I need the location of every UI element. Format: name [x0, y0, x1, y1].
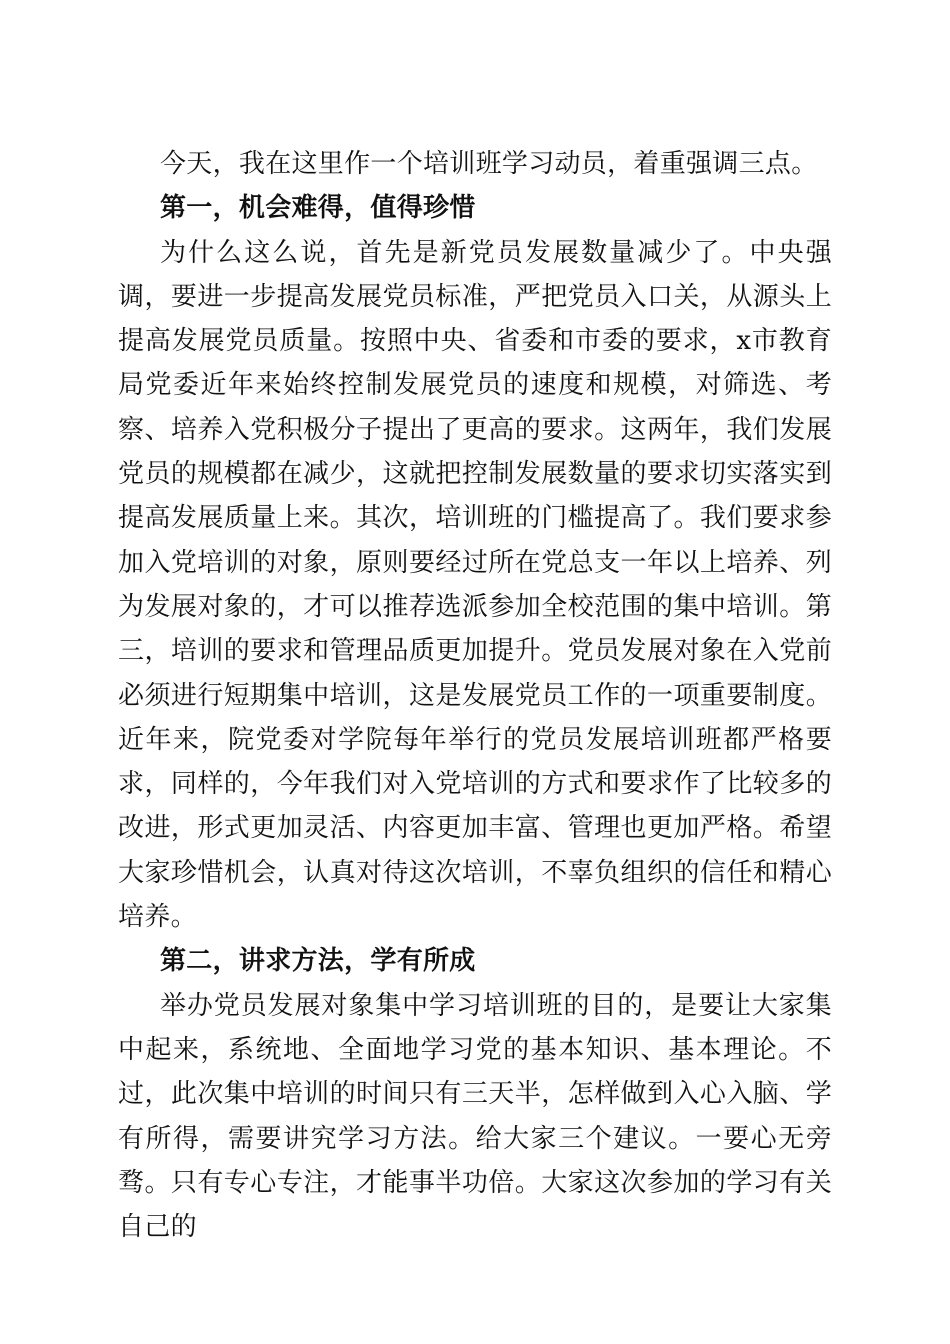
document-body	[118, 142, 832, 1249]
section-heading-1: 第一，机会难得，值得珍惜	[160, 193, 476, 224]
intro-paragraph: 今天，我在这里作一个培训班学习动员，着重强调三点。	[160, 149, 818, 179]
section-1-paragraph: 为什么这么说，首先是新党员发展数量减少了。中央强调，要进一步提高发展党员标准，严把党员入口关，从源头上提高发展党员质量。按照中央、省委和市委的要求，x市教育局党委近年来始终控制发展党员的速度和规模，对筛选、考察、培养入党积极分子提出了更高的要求。这两年，我们发展党员的规模都在减少，这就把控制发展数量的要求切实落实到提高发展质量上来。其次，培训班的门槛提高了。我们要求参加入党培训的对象，原则要经过所在党总支一年以上培养、列为发展对象的，才可以推荐选派参加全校范围的集中培训。第三，培训的要求和管理品质更加提升。党员发展对象在入党前必须进行短期集中培训，这是发展党员工作的一项重要制度。近年来，院党委对学院每年举行的党员发展培训班都严格要求，同样的，今年我们对入党培训的方式和要求作了比较多的改进，形式更加灵活、内容更加丰富、管理也更加严格。希望大家珍惜机会，认真对待这次培训，不辜负组织的信任和精心培养。	[118, 237, 832, 933]
section-2-paragraph: 举办党员发展对象集中学习培训班的目的，是要让大家集中起来，系统地、全面地学习党的基本知识、基本理论。不过，此次集中培训的时间只有三天半，怎样做到入心入脑、学有所得，需要讲究学习方法。给大家三个建议。一要心无旁骛。只有专心专注，才能事半功倍。大家这次参加的学习有关自己的	[118, 990, 832, 1243]
section-heading-2: 第二，讲求方法，学有所成	[160, 946, 476, 977]
